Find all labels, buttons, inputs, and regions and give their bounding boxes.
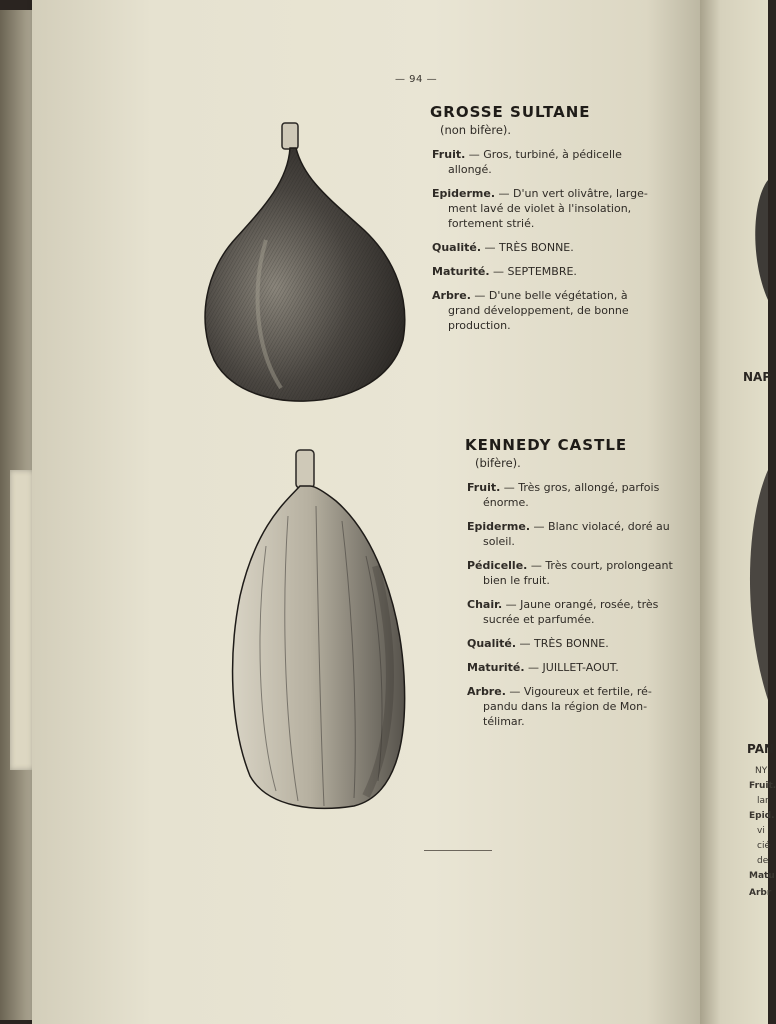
- field-label: Pédicelle.: [467, 559, 528, 572]
- page-number: — 94 —: [395, 74, 438, 85]
- field-label: Qualité.: [467, 637, 517, 650]
- facing-page-line: Fruit.: [749, 781, 776, 791]
- entry-subtitle: (non bifère).: [440, 123, 512, 137]
- field-pedicelle: [467, 558, 680, 588]
- fig-entry-kennedy-castle: [465, 436, 680, 738]
- field-maturite: [467, 660, 680, 675]
- field-fruit: [467, 480, 680, 510]
- field-text: — JUILLET-AOUT.: [524, 661, 619, 674]
- field-epiderme: [467, 519, 680, 549]
- field-text: — SEPTEMBRE.: [489, 265, 577, 278]
- facing-page-label-bottom: PAN: [747, 742, 775, 756]
- facing-page-line: NY: [755, 766, 768, 776]
- facing-page-line: Arbr: [749, 888, 772, 898]
- field-label: Fruit.: [467, 481, 501, 494]
- facing-page-line: cié: [757, 841, 770, 851]
- field-continuation: soleil.: [483, 535, 515, 548]
- field-qualite: [467, 636, 680, 651]
- field-arbre: [432, 288, 670, 333]
- field-text: — D'une belle végétation, à: [470, 289, 628, 302]
- field-text: — Vigoureux et fertile, ré-: [505, 685, 652, 698]
- field-chair: [467, 597, 680, 627]
- field-label: Arbre.: [432, 289, 471, 302]
- field-continuation: bien le fruit.: [483, 574, 550, 587]
- field-continuation: grand développement, de bonne production.: [448, 304, 629, 332]
- entry-subtitle: (bifère).: [475, 456, 521, 470]
- field-continuation: énorme.: [483, 496, 529, 509]
- field-text: — Blanc violacé, doré au: [530, 520, 670, 533]
- facing-page-line: Epid.: [749, 811, 775, 821]
- field-text: — TRÈS BONNE.: [516, 637, 609, 650]
- field-label: Maturité.: [467, 661, 525, 674]
- fig-entry-grosse-sultane: [430, 103, 670, 342]
- field-arbre: [467, 684, 680, 729]
- field-continuation: sucrée et parfumée.: [483, 613, 595, 626]
- field-text: — Très court, prolongeant: [527, 559, 673, 572]
- entry-title: KENNEDY CASTLE: [465, 436, 628, 454]
- facing-page-line: lar: [757, 796, 769, 806]
- field-label: Epiderme.: [432, 187, 496, 200]
- facing-page: [700, 0, 776, 1024]
- facing-page-label-top: NAP: [743, 370, 772, 384]
- entry-title: GROSSE SULTANE: [430, 103, 591, 121]
- facing-page-line: Matu: [749, 871, 775, 881]
- facing-page-line: de: [757, 856, 769, 866]
- fig-illustration-grosse-sultane: [196, 120, 408, 404]
- field-label: Chair.: [467, 598, 503, 611]
- field-text: — D'un vert olivâtre, large-: [495, 187, 648, 200]
- field-text: — Très gros, allongé, parfois: [500, 481, 660, 494]
- field-text: — Gros, turbiné, à pédicelle: [465, 148, 622, 161]
- field-qualite: [432, 240, 670, 255]
- field-text: — TRÈS BONNE.: [481, 241, 574, 254]
- field-label: Maturité.: [432, 265, 490, 278]
- section-divider: [424, 850, 492, 851]
- field-label: Qualité.: [432, 241, 482, 254]
- field-label: Fruit.: [432, 148, 466, 161]
- field-continuation: pandu dans la région de Mon-télimar.: [483, 700, 648, 728]
- field-label: Epiderme.: [467, 520, 531, 533]
- fig-illustration-kennedy-castle: [226, 446, 408, 814]
- field-continuation: ment lavé de violet à l'insolation, fortement strié.: [448, 202, 632, 230]
- field-fruit: [432, 147, 670, 177]
- field-text: — Jaune orangé, rosée, très: [502, 598, 659, 611]
- field-maturite: [432, 264, 670, 279]
- facing-page-line: vi: [757, 826, 765, 836]
- field-label: Arbre.: [467, 685, 506, 698]
- field-epiderme: [432, 186, 670, 231]
- field-continuation: allongé.: [448, 163, 492, 176]
